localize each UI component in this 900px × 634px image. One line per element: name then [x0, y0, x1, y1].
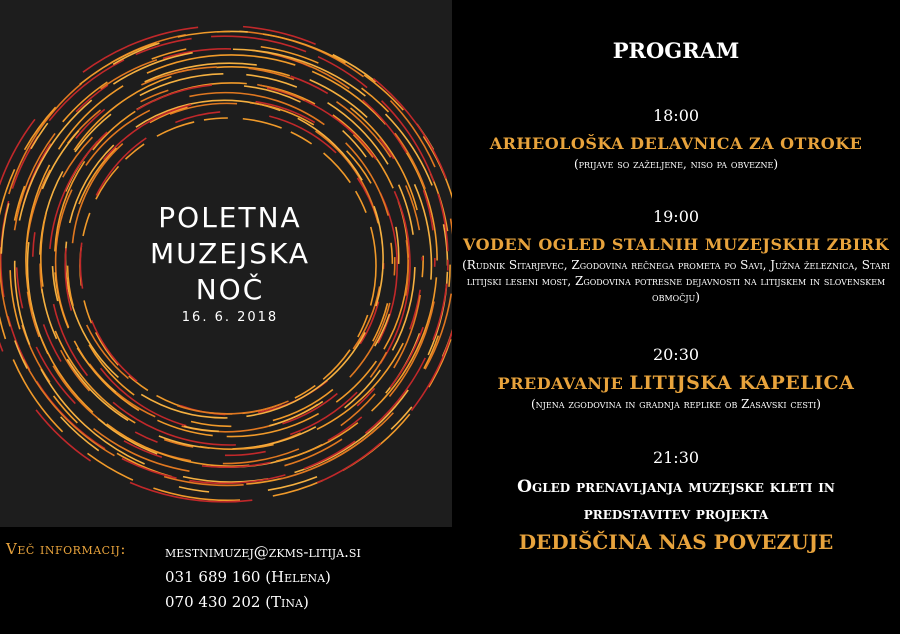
- program-item: [452, 106, 900, 172]
- program-item: [452, 448, 900, 556]
- contact-phone-helena[interactable]: 031 689 160 (Helena): [165, 568, 331, 586]
- program-item: [452, 345, 900, 412]
- item-note: (njena zgodovina in gradnja replike ob Zasavski cesti): [531, 397, 821, 411]
- poster-logo: [120, 200, 340, 325]
- item-title: VODEN OGLED STALNIH MUZEJSKIH ZBIRK: [462, 235, 889, 254]
- item-title: Ogled prenavljanja muzejske kleti in predstavitev projekta: [517, 477, 835, 524]
- item-highlight: DEDIŠČINA NAS POVEZUJE: [518, 530, 834, 554]
- item-title-prefix: PREDAVANJE: [497, 374, 624, 393]
- contact-label: Več informacij:: [6, 540, 126, 558]
- item-time: 18:00: [652, 106, 700, 125]
- item-time: 20:30: [652, 345, 700, 364]
- item-time: 21:30: [652, 448, 700, 467]
- program-item: [452, 207, 900, 305]
- contact-email[interactable]: mestnimuzej@zkms-litija.si: [165, 543, 361, 561]
- contact-phone-tina[interactable]: 070 430 202 (Tina): [165, 593, 309, 611]
- item-title: ARHEOLOŠKA DELAVNICA ZA OTROKE: [489, 134, 863, 153]
- poster-title-line3: NOČ: [195, 273, 265, 306]
- program-title: PROGRAM: [612, 38, 740, 63]
- event-poster: [0, 0, 452, 527]
- program-panel: [452, 0, 900, 634]
- contact-section: [0, 527, 452, 634]
- poster-date: 16. 6. 2018: [181, 310, 279, 325]
- item-note: (Rudnik Sitarjevec, Zgodovina rečnega prometa po Savi, Južna železnica, Stari litijski leseni most, Zgodovina potresne dejavnosti na litijskem in slovenskem območju): [462, 258, 890, 304]
- poster-title-line1: POLETNA: [158, 201, 302, 234]
- item-title: LITIJSKA KAPELICA: [629, 372, 855, 394]
- item-time: 19:00: [652, 207, 700, 226]
- item-note: (prijave so zaželjene, niso pa obvezne): [573, 157, 779, 171]
- poster-title-line2: MUZEJSKA: [149, 237, 311, 270]
